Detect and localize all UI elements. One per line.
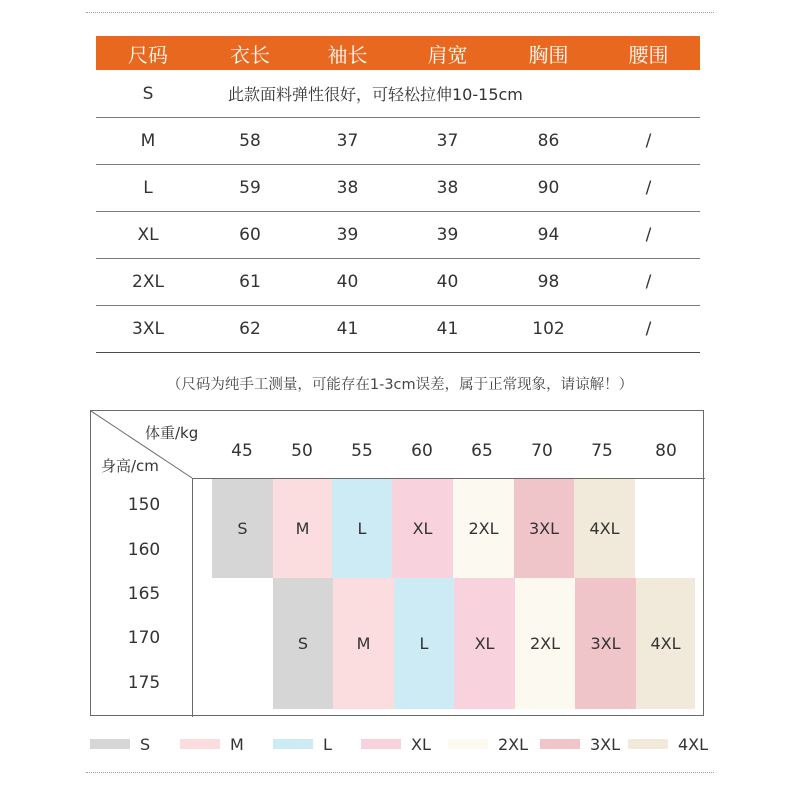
top-dotted-divider — [86, 12, 714, 13]
sleeve-cell: 41 — [336, 319, 359, 339]
size-cell-xl: XL — [454, 578, 515, 709]
table-row — [96, 212, 700, 259]
size-cell-l: L — [394, 578, 454, 709]
legend-label: XL — [411, 734, 431, 754]
chest-cell: 90 — [537, 178, 560, 198]
height-label: 165 — [127, 584, 161, 604]
weight-label: 60 — [411, 441, 433, 461]
shoulder-cell: 40 — [436, 272, 459, 292]
legend-item-xl — [361, 734, 431, 754]
size-recommendation-grid — [90, 410, 704, 716]
header-size: 尺码 — [128, 42, 168, 67]
size-cell-4xl: 4XL — [636, 578, 695, 709]
length-cell: 59 — [239, 178, 261, 198]
size-cell-l: L — [332, 479, 392, 578]
legend-label: 4XL — [678, 734, 709, 754]
height-label: 150 — [127, 495, 161, 515]
size-cell-s: S — [273, 578, 333, 709]
weight-label: 50 — [291, 441, 313, 461]
legend-item-m — [180, 734, 244, 754]
table-row — [96, 118, 700, 165]
height-label: 160 — [127, 540, 161, 560]
legend-label: L — [323, 734, 332, 754]
chest-cell: 98 — [537, 272, 560, 292]
legend-label: M — [230, 734, 244, 754]
weight-label: 55 — [351, 441, 373, 461]
size-cell-m: M — [273, 479, 332, 578]
weight-axis-label: 体重/kg — [145, 424, 199, 442]
size-cell-4xl: 4XL — [574, 479, 635, 578]
chest-cell: 94 — [537, 225, 560, 245]
legend-swatch — [180, 739, 220, 749]
size-cell-s: S — [212, 479, 273, 578]
size-cell-2xl: 2XL — [515, 578, 575, 709]
header-sleeve: 袖长 — [327, 42, 368, 67]
size-cell: S — [142, 83, 154, 104]
legend-swatch — [628, 739, 668, 749]
size-cell-m: M — [333, 578, 394, 709]
weight-label: 80 — [655, 441, 677, 461]
legend-swatch — [90, 739, 130, 749]
size-cell: XL — [137, 225, 159, 245]
height-axis-label: 身高/cm — [101, 457, 159, 475]
weight-label: 65 — [471, 441, 493, 461]
chest-cell: 86 — [537, 131, 560, 151]
size-cell-3xl: 3XL — [575, 578, 636, 709]
bottom-dotted-divider — [86, 772, 714, 773]
size-cell: L — [143, 178, 153, 198]
chest-cell: 102 — [532, 319, 565, 339]
weight-label: 45 — [231, 441, 253, 461]
legend-label: 3XL — [590, 734, 621, 754]
shoulder-cell: 38 — [436, 178, 459, 198]
legend-item-4xl — [628, 734, 708, 754]
table-row — [96, 259, 700, 306]
legend-swatch — [448, 739, 488, 749]
height-label: 175 — [127, 673, 161, 693]
length-cell: 61 — [239, 272, 261, 292]
shoulder-cell: 39 — [436, 225, 459, 245]
table-row — [96, 306, 700, 353]
legend-item-3xl — [540, 734, 620, 754]
header-chest: 胸围 — [528, 42, 569, 67]
sleeve-cell: 37 — [336, 131, 359, 151]
shoulder-cell: 37 — [436, 131, 459, 151]
length-cell: 58 — [239, 131, 261, 151]
height-label: 170 — [127, 628, 161, 648]
waist-cell: / — [645, 178, 652, 198]
sleeve-cell: 40 — [336, 272, 359, 292]
size-cell: 3XL — [132, 319, 164, 339]
waist-cell: / — [645, 225, 652, 245]
size-cell: 2XL — [132, 272, 164, 292]
weight-label: 75 — [591, 441, 613, 461]
legend-item-2xl — [448, 734, 528, 754]
legend-swatch — [361, 739, 401, 749]
waist-cell: / — [645, 272, 652, 292]
table-row-s — [96, 70, 700, 118]
header-waist: 腰围 — [628, 42, 669, 67]
size-cell: M — [140, 131, 156, 151]
grid-vertical-divider — [192, 478, 193, 717]
legend-swatch — [540, 739, 580, 749]
legend-swatch — [273, 739, 313, 749]
size-cell-2xl: 2XL — [453, 479, 514, 578]
size-table-header — [96, 36, 700, 70]
table-row — [96, 165, 700, 212]
shoulder-cell: 41 — [436, 319, 459, 339]
waist-cell: / — [645, 319, 652, 339]
legend-item-s — [90, 734, 150, 754]
header-shoulder: 肩宽 — [427, 42, 468, 67]
sleeve-cell: 38 — [336, 178, 359, 198]
legend-item-l — [273, 734, 332, 754]
legend-label: S — [140, 734, 151, 754]
measurement-footnote: （尺码为纯手工测量，可能存在1-3cm误差，属于正常现象，请谅解！） — [166, 376, 634, 393]
sleeve-cell: 39 — [336, 225, 359, 245]
length-cell: 62 — [239, 319, 261, 339]
weight-label: 70 — [531, 441, 553, 461]
header-length: 衣长 — [230, 42, 270, 67]
length-cell: 60 — [239, 225, 261, 245]
legend-label: 2XL — [498, 734, 529, 754]
size-table — [96, 36, 700, 353]
size-cell-xl: XL — [392, 479, 453, 578]
size-cell-3xl: 3XL — [514, 479, 574, 578]
stretch-note: 此款面料弹性很好，可轻松拉伸10-15cm — [228, 85, 523, 104]
waist-cell: / — [645, 131, 652, 151]
